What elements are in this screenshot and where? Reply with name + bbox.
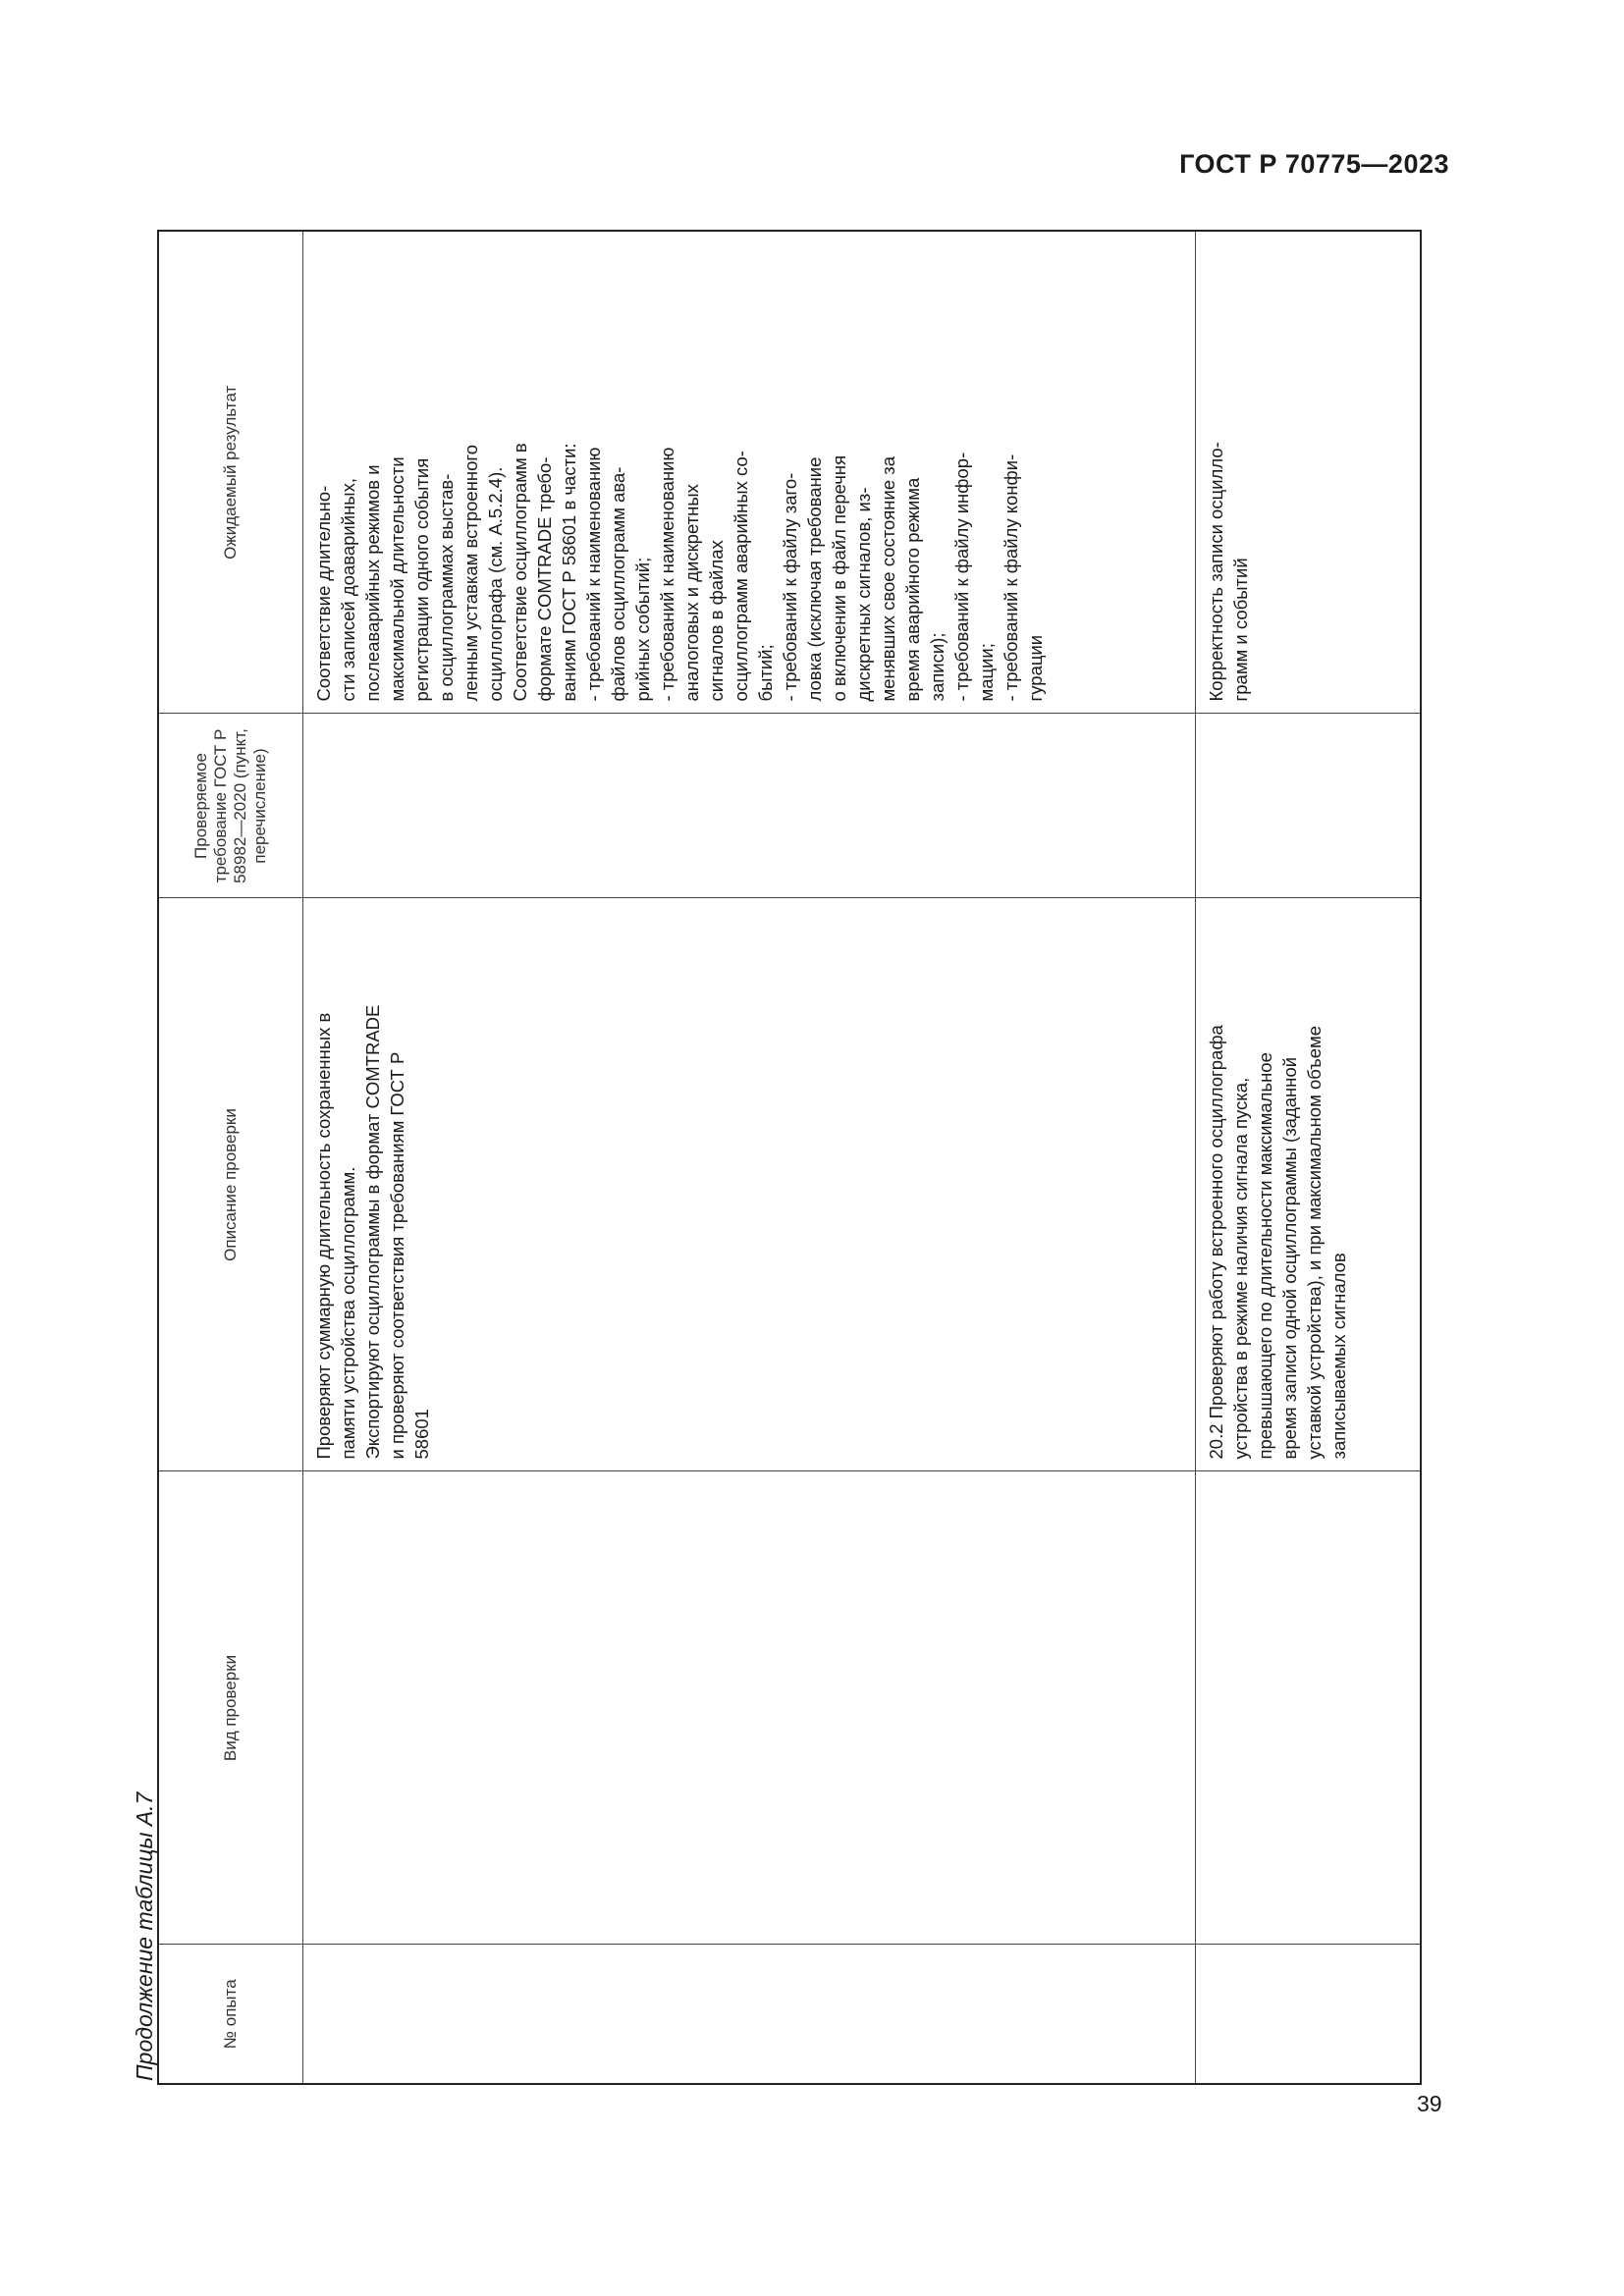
description-text: Проверяют суммарную длительность сохраненных в памяти устройства осциллограмм. Экспортируют осциллограммы в формат COMTRADE и проверяют соответствия требованиям ГОСТ Р 58601 (313, 1004, 432, 1460)
cell-expected (1196, 231, 1422, 714)
header-requirement: Проверяемое требование ГОСТ Р 58982—2020 (пункт, перечисление) (158, 714, 303, 898)
table-row (1196, 231, 1422, 2084)
page-number: 39 (1417, 2091, 1442, 2116)
cell-check-type (303, 1471, 1196, 1945)
cell-expected (303, 231, 1196, 714)
table-row (303, 231, 1196, 2084)
cell-description (1196, 898, 1422, 1471)
rotated-table-wrapper (157, 232, 1416, 2085)
table-header-row (158, 231, 303, 2084)
header-expected: Ожидаемый результат (158, 231, 303, 714)
standard-code: ГОСТ Р 70775—2023 (1179, 149, 1449, 179)
table-caption: Продолжение таблицы А.7 (132, 1791, 157, 2081)
expected-text: Корректность записи осцилло- грамм и событий (1206, 442, 1251, 702)
cell-requirement (1196, 714, 1422, 898)
cell-number (303, 1945, 1196, 2084)
cell-check-type (1196, 1471, 1422, 1945)
expected-text: Соответствие длительно- сти записей доаварийных, послеаварийных режимов и максимальной длительности регистрации одного события в осциллограммах выстав- ленным уставкам встроенного осциллографа (см. А.5.2.4). Соответствие осциллограмм в формате COMTRADE требо- ваниям ГОСТ Р 58601 в части: - требований к наименованию файлов осциллограмм ава- рийных событий; - требований к наименованию аналоговых и дискретных сигналов в файлах осциллограмм аварийных со- бытий; - требований к файлу заго- ловка (исключая требование о включении в файл перечня дискретных сигналов, из- менявших свое состояние за время аварийного режима записи); - требований к файлу инфор- мации; - требований к файлу конфи- гурации (313, 443, 1046, 702)
cell-description (303, 898, 1196, 1471)
header-description: Описание проверки (158, 898, 303, 1471)
description-text: 20.2 Проверяют работу встроенного осциллографа устройства в режиме наличия сигнала пуска, превышающего по длительности максимальное время записи одной осциллограммы (заданной уставкой устройства), и при максимальном объеме записываемых сигналов (1206, 1025, 1349, 1460)
header-number: № опыта (158, 1945, 303, 2084)
header-check-type: Вид проверки (158, 1471, 303, 1945)
cell-requirement (303, 714, 1196, 898)
cell-number (1196, 1945, 1422, 2084)
results-table (157, 230, 1422, 2085)
